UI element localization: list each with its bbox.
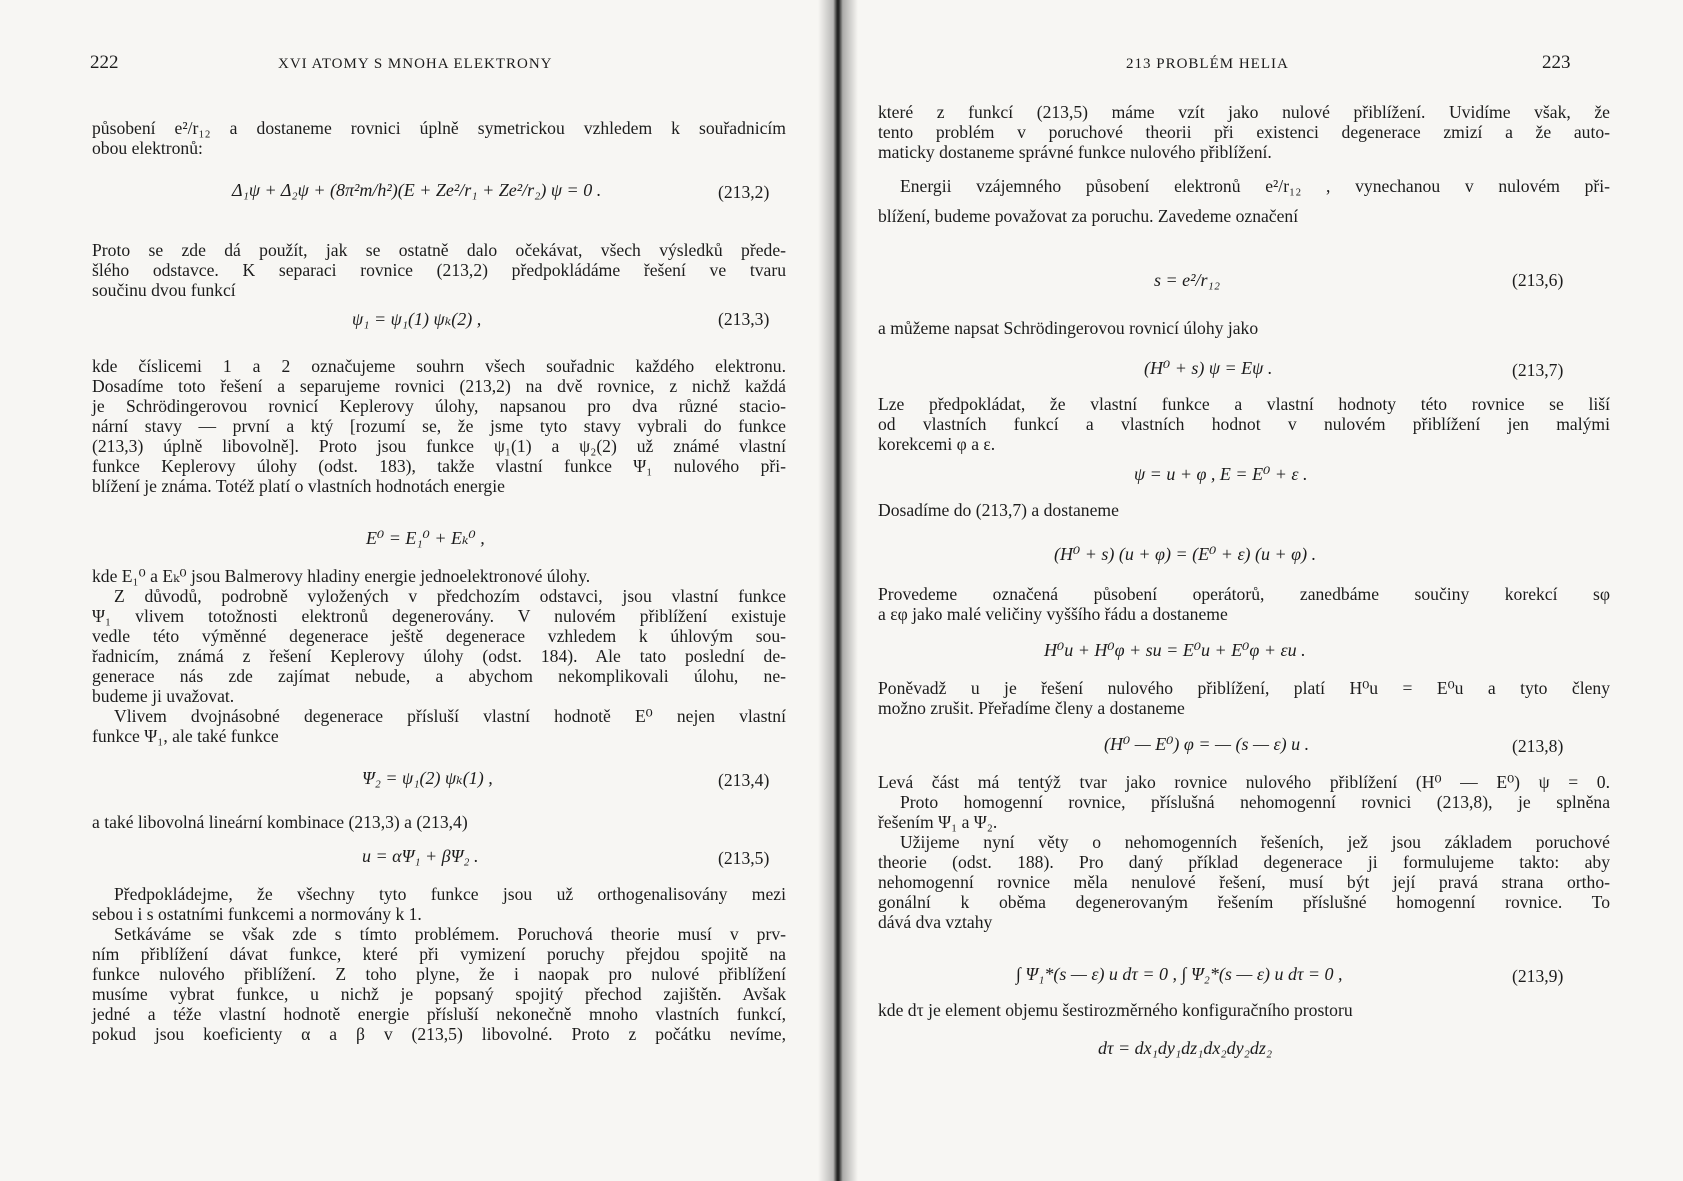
paragraph [92,240,786,300]
text-line: blížení je známa. Totéž platí o vlastních hodnotách energie [92,476,505,496]
text-line: Poněvadž u je řešení nulového přiblížení, platí H⁰u = E⁰u a tyto členy [878,678,1610,698]
text-line: nární stavy — první a ktý [rozumí se, že jsme tyto stavy vybrali do funkce [92,416,786,436]
paragraph [878,1000,1610,1020]
text-line: Předpokládejme, že všechny tyto funkce jsou už orthogenalisovány mezi [114,884,786,904]
text-line: a εφ jako malé veličiny vyššího řádu a dostaneme [878,604,1228,624]
paragraph [92,356,786,496]
text-line: jedné a téže vlastní hodnotě energie přísluší nekonečně mnoho vlastních funkcí, [92,1004,786,1024]
text-line: Ψ₁ vlivem totožnosti elektronů degenerovány. V nulovém přiblížení existuje [92,606,786,626]
paragraph [92,118,786,158]
paragraph [92,566,786,746]
text-line: Proto se zde dá použít, jak se ostatně dalo očekávat, všech výsledků přede- [92,240,786,260]
equation: ψ₁ = ψ₁(1) ψₖ(2) , [352,309,482,329]
text-line: pokud jsou koeficienty α a β v (213,5) libovolné. Proto z počátku nevíme, [92,1024,786,1044]
running-head: 213 PROBLÉM HELIA [1126,56,1289,72]
text-line: řešením Ψ₁ a Ψ₂. [878,812,998,832]
text-line: funkce nulového přiblížení. Z toho plyne, že i naopak pro nulové přiblížení [92,964,786,984]
text-line: Proto homogenní rovnice, příslušná nehomogenní rovnici (213,8), je splněna [900,792,1610,812]
left-page [0,0,836,1181]
text-line: maticky dostaneme správné funkce nulového přiblížení. [878,142,1272,162]
text-line: řadnicím, známá z řešení Keplerovy úlohy (odst. 184). Ale tato poslední de- [92,646,786,666]
text-line: ním přiblížení dávat funkce, které při vymizení poruchy přejdou spojitě na [92,944,786,964]
text-line: funkce Ψ₁, ale také funkce [92,726,279,746]
text-line: musíme vybrat funkce, u nichž je popsaný spojitý přechod zajištěn. Avšak [92,984,786,1004]
text-line: sebou i s ostatními funkcemi a normovány k 1. [92,904,422,924]
text-line: Dosadíme toto řešení a separujeme rovnici (213,2) na dvě rovnice, z nichž každá [92,376,786,396]
text-line: Energii vzájemného působení elektronů e²/r₁₂ , vynechanou v nulovém při- [900,176,1610,196]
text-line: vedle této výměnné degenerace ještě degenerace vzhledem k úhlovým sou- [92,626,786,646]
text-line: budeme ji uvažovat. [92,686,235,706]
text-line: kde dτ je element objemu šestirozměrného konfiguračního prostoru [878,1000,1353,1020]
equation: (H⁰ + s) (u + φ) = (E⁰ + ε) (u + φ) . [1054,544,1317,564]
running-head: XVI ATOMY S MNOHA ELEKTRONY [278,56,553,72]
paragraph [878,584,1610,624]
text-line: Provedeme označená působení operátorů, zanedbáme součiny korekcí sφ [878,584,1610,604]
text-line: tento problém v poruchové theorii při existenci degenerace zmizí a že auto- [878,122,1610,142]
text-line: šlého odstavce. K separaci rovnice (213,2) předpokládáme řešení ve tvaru [92,260,786,280]
text-line: korekcemi φ a ε. [878,434,996,454]
paragraph [878,394,1610,454]
text-line: je Schrödingerovou rovnicí Keplerovy úlohy, napsanou pro dva různé stacio- [92,396,786,416]
equation-number: (213,4) [718,770,770,790]
paragraph [878,500,1610,520]
page-number: 222 [90,52,119,73]
text-line: které z funkcí (213,5) máme vzít jako nulové přiblížení. Uvidíme však, že [878,102,1610,122]
equation: H⁰u + H⁰φ + su = E⁰u + E⁰φ + εu . [1044,640,1306,660]
text-line: obou elektronů: [92,138,203,158]
text-line: kde E₁⁰ a Eₖ⁰ jsou Balmerovy hladiny energie jednoelektronové úlohy. [92,566,591,586]
text-line: gonální k oběma degenerovaným řešením příslušné homogenní rovnice. To [878,892,1610,912]
paragraph [92,812,786,832]
paragraph [878,678,1610,718]
text-line: součinu dvou funkcí [92,280,236,300]
equation: ψ = u + φ , E = E⁰ + ε . [1134,464,1308,484]
text-line: theorie (odst. 188). Pro daný příklad degenerace ji formulujeme takto: aby [878,852,1610,872]
text-line: Levá část má tentýž tvar jako rovnice nulového přiblížení (H⁰ — E⁰) ψ = 0. [878,772,1610,792]
paragraph [92,884,786,1044]
paragraph [878,772,1610,932]
text-line: Dosadíme do (213,7) a dostaneme [878,500,1119,520]
text-line: kde číslicemi 1 a 2 označujeme souhrn všech souřadnic každého elektronu. [92,356,786,376]
equation: E⁰ = E₁⁰ + Eₖ⁰ , [366,528,485,548]
equation: Δ₁ψ + Δ₂ψ + (8π²m/h²)(E + Ze²/r₁ + Ze²/r₂) ψ = 0 . [232,180,602,200]
equation-number: (213,7) [1512,360,1564,380]
equation: Ψ₂ = ψ₁(2) ψₖ(1) , [362,768,493,788]
equation: ∫ Ψ₁*(s — ε) u dτ = 0 , ∫ Ψ₂*(s — ε) u dτ = 0 , [1016,964,1343,984]
page-number: 223 [1542,52,1571,73]
equation: u = αΨ₁ + βΨ₂ . [362,846,479,866]
text-line: nehomogenní rovnice měla nenulové řešení, musí být její pravá strana ortho- [878,872,1610,892]
text-line: a můžeme napsat Schrödingerovou rovnicí úlohy jako [878,318,1259,338]
equation-number: (213,5) [718,848,770,868]
text-line: od vlastních funkcí a vlastních hodnot v nulovém přiblížení jen malými [878,414,1610,434]
text-line: dává dva vztahy [878,912,993,932]
text-line: generace nás zde zajímat nebude, a abychom nekomplikovali úlohu, ne- [92,666,786,686]
paragraph [878,318,1610,338]
equation-number: (213,9) [1512,966,1564,986]
equation-number: (213,2) [718,182,770,202]
book-gutter [818,0,858,1181]
text-line: Z důvodů, podrobně vyložených v předchozím odstavci, jsou vlastní funkce [114,586,786,606]
equation-number: (213,6) [1512,270,1564,290]
text-line: Užijeme nyní věty o nehomogenních řešeních, jež jsou základem poruchové [900,832,1610,852]
text-line: (213,3) úplně libovolně]. Proto jsou funkce ψ₁(1) a ψ₂(2) už známé vlastní [92,436,786,456]
text-line: Setkáváme se však zde s tímto problémem. Poruchová theorie musí v prv- [114,924,786,944]
text-line: možno zrušit. Přeřadíme členy a dostaneme [878,698,1185,718]
equation: dτ = dx₁dy₁dz₁dx₂dy₂dz₂ [1098,1038,1273,1058]
equation-number: (213,8) [1512,736,1564,756]
paragraph [878,102,1610,226]
right-page [836,0,1683,1181]
text-line: Lze předpokládat, že vlastní funkce a vlastní hodnoty této rovnice se liší [878,394,1610,414]
text-line: blížení, budeme považovat za poruchu. Zavedeme označení [878,206,1299,226]
equation-number: (213,3) [718,309,770,329]
text-line: a také libovolná lineární kombinace (213,3) a (213,4) [92,812,468,832]
equation: s = e²/r₁₂ [1154,270,1221,290]
text-line: Vlivem dvojnásobné degenerace přísluší vlastní hodnotě E⁰ nejen vlastní [114,706,786,726]
text-line: funkce Keplerovy úlohy (odst. 183), takže vlastní funkce Ψ₁ nulového při- [92,456,786,476]
equation: (H⁰ — E⁰) φ = — (s — ε) u . [1104,734,1310,754]
equation: (H⁰ + s) ψ = Eψ . [1144,358,1273,378]
text-line: působení e²/r₁₂ a dostaneme rovnici úplně symetrickou vzhledem k souřadnicím [92,118,786,138]
